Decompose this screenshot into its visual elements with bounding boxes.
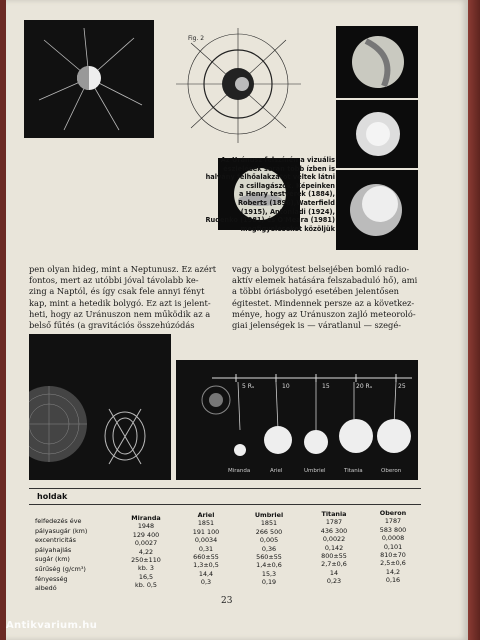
table-cell: 0,16 (385, 576, 401, 585)
moon-label: Ariel (270, 468, 283, 474)
uranus-core-icon (209, 393, 223, 407)
table-cell: 1787 (325, 518, 343, 527)
body-line: aktív elemek hatására felszabaduló hő), ami (232, 275, 418, 286)
table-cell: 0,0027 (134, 539, 158, 548)
moon-miranda (234, 444, 246, 456)
moon-oberon (377, 419, 411, 453)
table-cell: 0,0008 (381, 534, 405, 543)
table-cell: 0,3 (200, 578, 212, 587)
orbit-diagram (156, 28, 334, 148)
table-cell: 0,0022 (322, 535, 346, 544)
table-cell: 0,19 (261, 578, 277, 587)
table-cell: 0,005 (259, 536, 279, 545)
moon-column-header: Umbriel (254, 511, 284, 519)
table-cell: 2,7±0,6 (321, 560, 347, 569)
table-cell: 810±70 (380, 551, 406, 560)
caption-line: a Henry testvérek (1884), (238, 190, 335, 199)
table-cell: 800±55 (321, 552, 347, 561)
moon-column-header: Oberon (379, 509, 407, 517)
body-line: giai jelenségek is — váratlanul — szegé- (232, 320, 402, 331)
body-line: vagy a bolygótest belsejében bomló radio- (232, 264, 410, 274)
moon-column-umbriel (239, 511, 299, 587)
scale-label: 20 Rᵤ (356, 383, 373, 390)
row-label: pályasugár (km) (35, 526, 88, 535)
caption-line: észlelések során több ízben is (223, 164, 335, 173)
row-label: sugár (km) (35, 555, 70, 564)
table-cell: 2,5±0,6 (380, 559, 406, 568)
moon-column-ariel (176, 511, 236, 587)
scale-label: 25 (398, 383, 406, 390)
moons-orbit-diagram (176, 360, 418, 480)
table-cell: 1851 (260, 519, 278, 528)
row-label: fényesség (35, 574, 68, 583)
body-line: kap, mint a hetedik bolygó. Ez azt is jelent- (29, 297, 211, 308)
moon-column-header: Ariel (197, 511, 215, 519)
table-cell: 1,4±0,6 (256, 561, 282, 570)
table-cell: 266 500 (255, 527, 283, 536)
row-label: sűrűség (g/cm³) (35, 564, 86, 573)
table-cell: 660±55 (193, 553, 219, 562)
caption-line: (1915), Antoniadi (1924), (240, 207, 335, 216)
uranus-photo-2 (336, 100, 418, 168)
moon-column-header: Miranda (131, 514, 161, 522)
moons-table-row-labels (35, 517, 87, 594)
table-cell: 0,31 (198, 544, 214, 553)
table-cell: 129 400 (132, 530, 160, 539)
table-cell: 14,2 (385, 567, 401, 576)
uranus-photo-4 (336, 170, 418, 250)
body-line: égitestet. Mindennek persze az a következ- (232, 297, 415, 308)
scale-label: 10 (282, 383, 290, 390)
table-cell: kb. 0,5 (135, 581, 157, 590)
uranus-photo-1 (336, 26, 418, 98)
table-top-rule (29, 488, 421, 489)
body-line: heti, hogy az Uránuszon nem működik az a (29, 308, 211, 319)
moon-column-header: Titania (321, 510, 347, 518)
table-cell: kb. 3 (138, 564, 154, 573)
image-caption (33, 156, 335, 233)
row-label: albedó (35, 584, 57, 593)
caption-line: a csillagászok. Képeinken (239, 181, 335, 190)
moon-column-miranda (116, 514, 176, 590)
caption-line: Rudenko (1981) és O'Meara (1981) (205, 216, 335, 225)
table-cell: 0,142 (324, 543, 344, 552)
moon-label: Umbriel (304, 468, 326, 474)
caption-line: Az Uránusz felszínén a vizuális (220, 156, 335, 164)
figure-label: Fig. 2 (188, 35, 205, 42)
row-label: excentricitás (35, 536, 76, 545)
table-cell: 1851 (197, 519, 215, 528)
table-cell: 1787 (384, 517, 402, 526)
body-line: zing a Naptól, és így csak fele annyi fényt (29, 286, 205, 297)
moon-label: Titania (344, 468, 363, 474)
table-cell: 1,3±0,5 (193, 561, 219, 570)
table-cell: 16,5 (138, 572, 154, 581)
body-line: fontos, mert az utóbbi jóval távolabb ke- (29, 275, 199, 286)
table-cell: 583 800 (379, 525, 407, 534)
table-heading-rule (29, 504, 421, 505)
table-cell: 0,101 (383, 542, 403, 551)
book-spine (468, 0, 480, 640)
body-line: ménye, hogy az Uránuszon zajló meteoroló- (232, 308, 416, 319)
table-cell: 15,3 (261, 569, 277, 578)
table-cell: 560±55 (256, 553, 282, 562)
table-cell: 191 100 (192, 527, 220, 536)
caption-line: halvány felhőalakzatot véltek látni (205, 173, 335, 182)
row-label: felfedezés éve (35, 517, 82, 525)
magazine-page (6, 0, 468, 640)
table-cell: 0,0034 (194, 536, 218, 545)
uranus-rings-photo (29, 334, 171, 480)
table-cell: 4,22 (138, 547, 154, 556)
moons-table-heading: holdak (37, 492, 68, 501)
scale-label: 5 Rᵤ (242, 383, 255, 390)
moon-column-titania (304, 510, 364, 586)
body-column-right (232, 264, 428, 331)
table-cell: 250±110 (131, 556, 161, 565)
row-label: pályahajlás (35, 545, 72, 554)
watermark: Antikvarium.hu (6, 620, 98, 631)
body-line: a többi óriásbolygó esetében jelentősen (232, 286, 399, 297)
table-cell: 1948 (137, 522, 155, 531)
body-column-left (29, 264, 223, 331)
moon-label: Oberon (381, 468, 402, 474)
moon-umbriel (304, 430, 328, 454)
table-cell: 0,23 (326, 577, 342, 586)
table-cell: 14 (329, 568, 339, 577)
moon-label: Miranda (228, 468, 251, 474)
table-cell: 0,36 (261, 544, 277, 553)
page-number: 23 (221, 596, 233, 606)
body-line: belső fűtés (a gravitációs összehúzódás (29, 320, 195, 331)
table-cell: 436 300 (320, 526, 348, 535)
body-line: pen olyan hideg, mint a Neptunusz. Ez azért (29, 264, 217, 274)
scale-label: 15 (322, 383, 330, 390)
table-cell: 14,4 (198, 569, 214, 578)
moon-column-oberon (363, 509, 423, 585)
caption-line: megfigyeléseket közöljük (240, 224, 335, 233)
moon-titania (339, 419, 373, 453)
caption-line: Roberts (1896),Waterfield (237, 198, 335, 207)
moon-ariel (264, 426, 292, 454)
uranus-sketch-photo (24, 20, 154, 138)
